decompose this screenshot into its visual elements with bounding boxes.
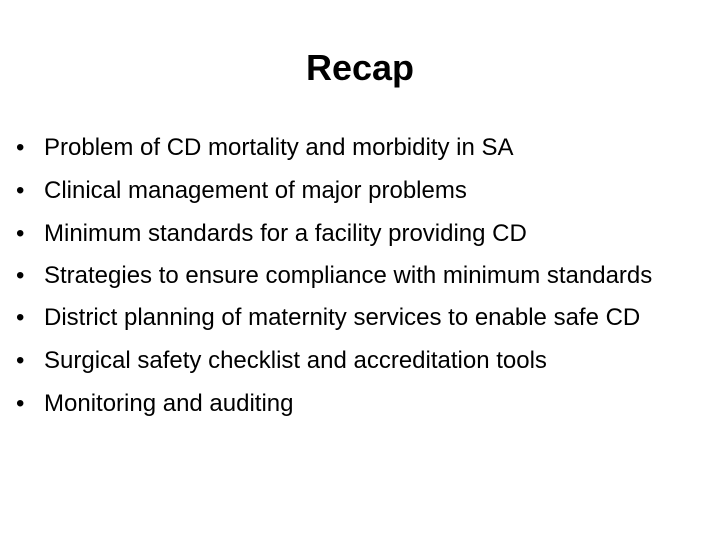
bullet-icon: • <box>16 134 25 161</box>
bullet-icon: • <box>16 390 25 417</box>
bullet-item <box>0 169 720 212</box>
bullet-icon: • <box>16 220 25 247</box>
bullet-item <box>0 126 720 169</box>
bullet-text: District planning of maternity services to enable safe CD <box>44 304 641 331</box>
bullet-text: Strategies to ensure compliance with minimum standards <box>44 262 653 289</box>
bullet-icon: • <box>16 262 25 289</box>
bullet-icon: • <box>16 177 25 204</box>
bullet-icon: • <box>16 347 25 374</box>
bullet-item <box>0 212 720 255</box>
bullet-item <box>0 297 720 339</box>
bullet-text: Surgical safety checklist and accreditation tools <box>44 347 547 374</box>
bullet-text: Minimum standards for a facility providing CD <box>44 220 527 247</box>
bullet-item <box>0 339 720 382</box>
bullet-icon: • <box>16 304 25 331</box>
bullet-text: Problem of CD mortality and morbidity in SA <box>44 134 514 161</box>
bullet-text: Clinical management of major problems <box>44 177 467 204</box>
bullet-text: Monitoring and auditing <box>44 390 294 417</box>
bullet-item <box>0 255 720 297</box>
bullet-item <box>0 382 720 425</box>
bullet-list <box>0 126 720 425</box>
slide-title: Recap <box>305 47 415 88</box>
